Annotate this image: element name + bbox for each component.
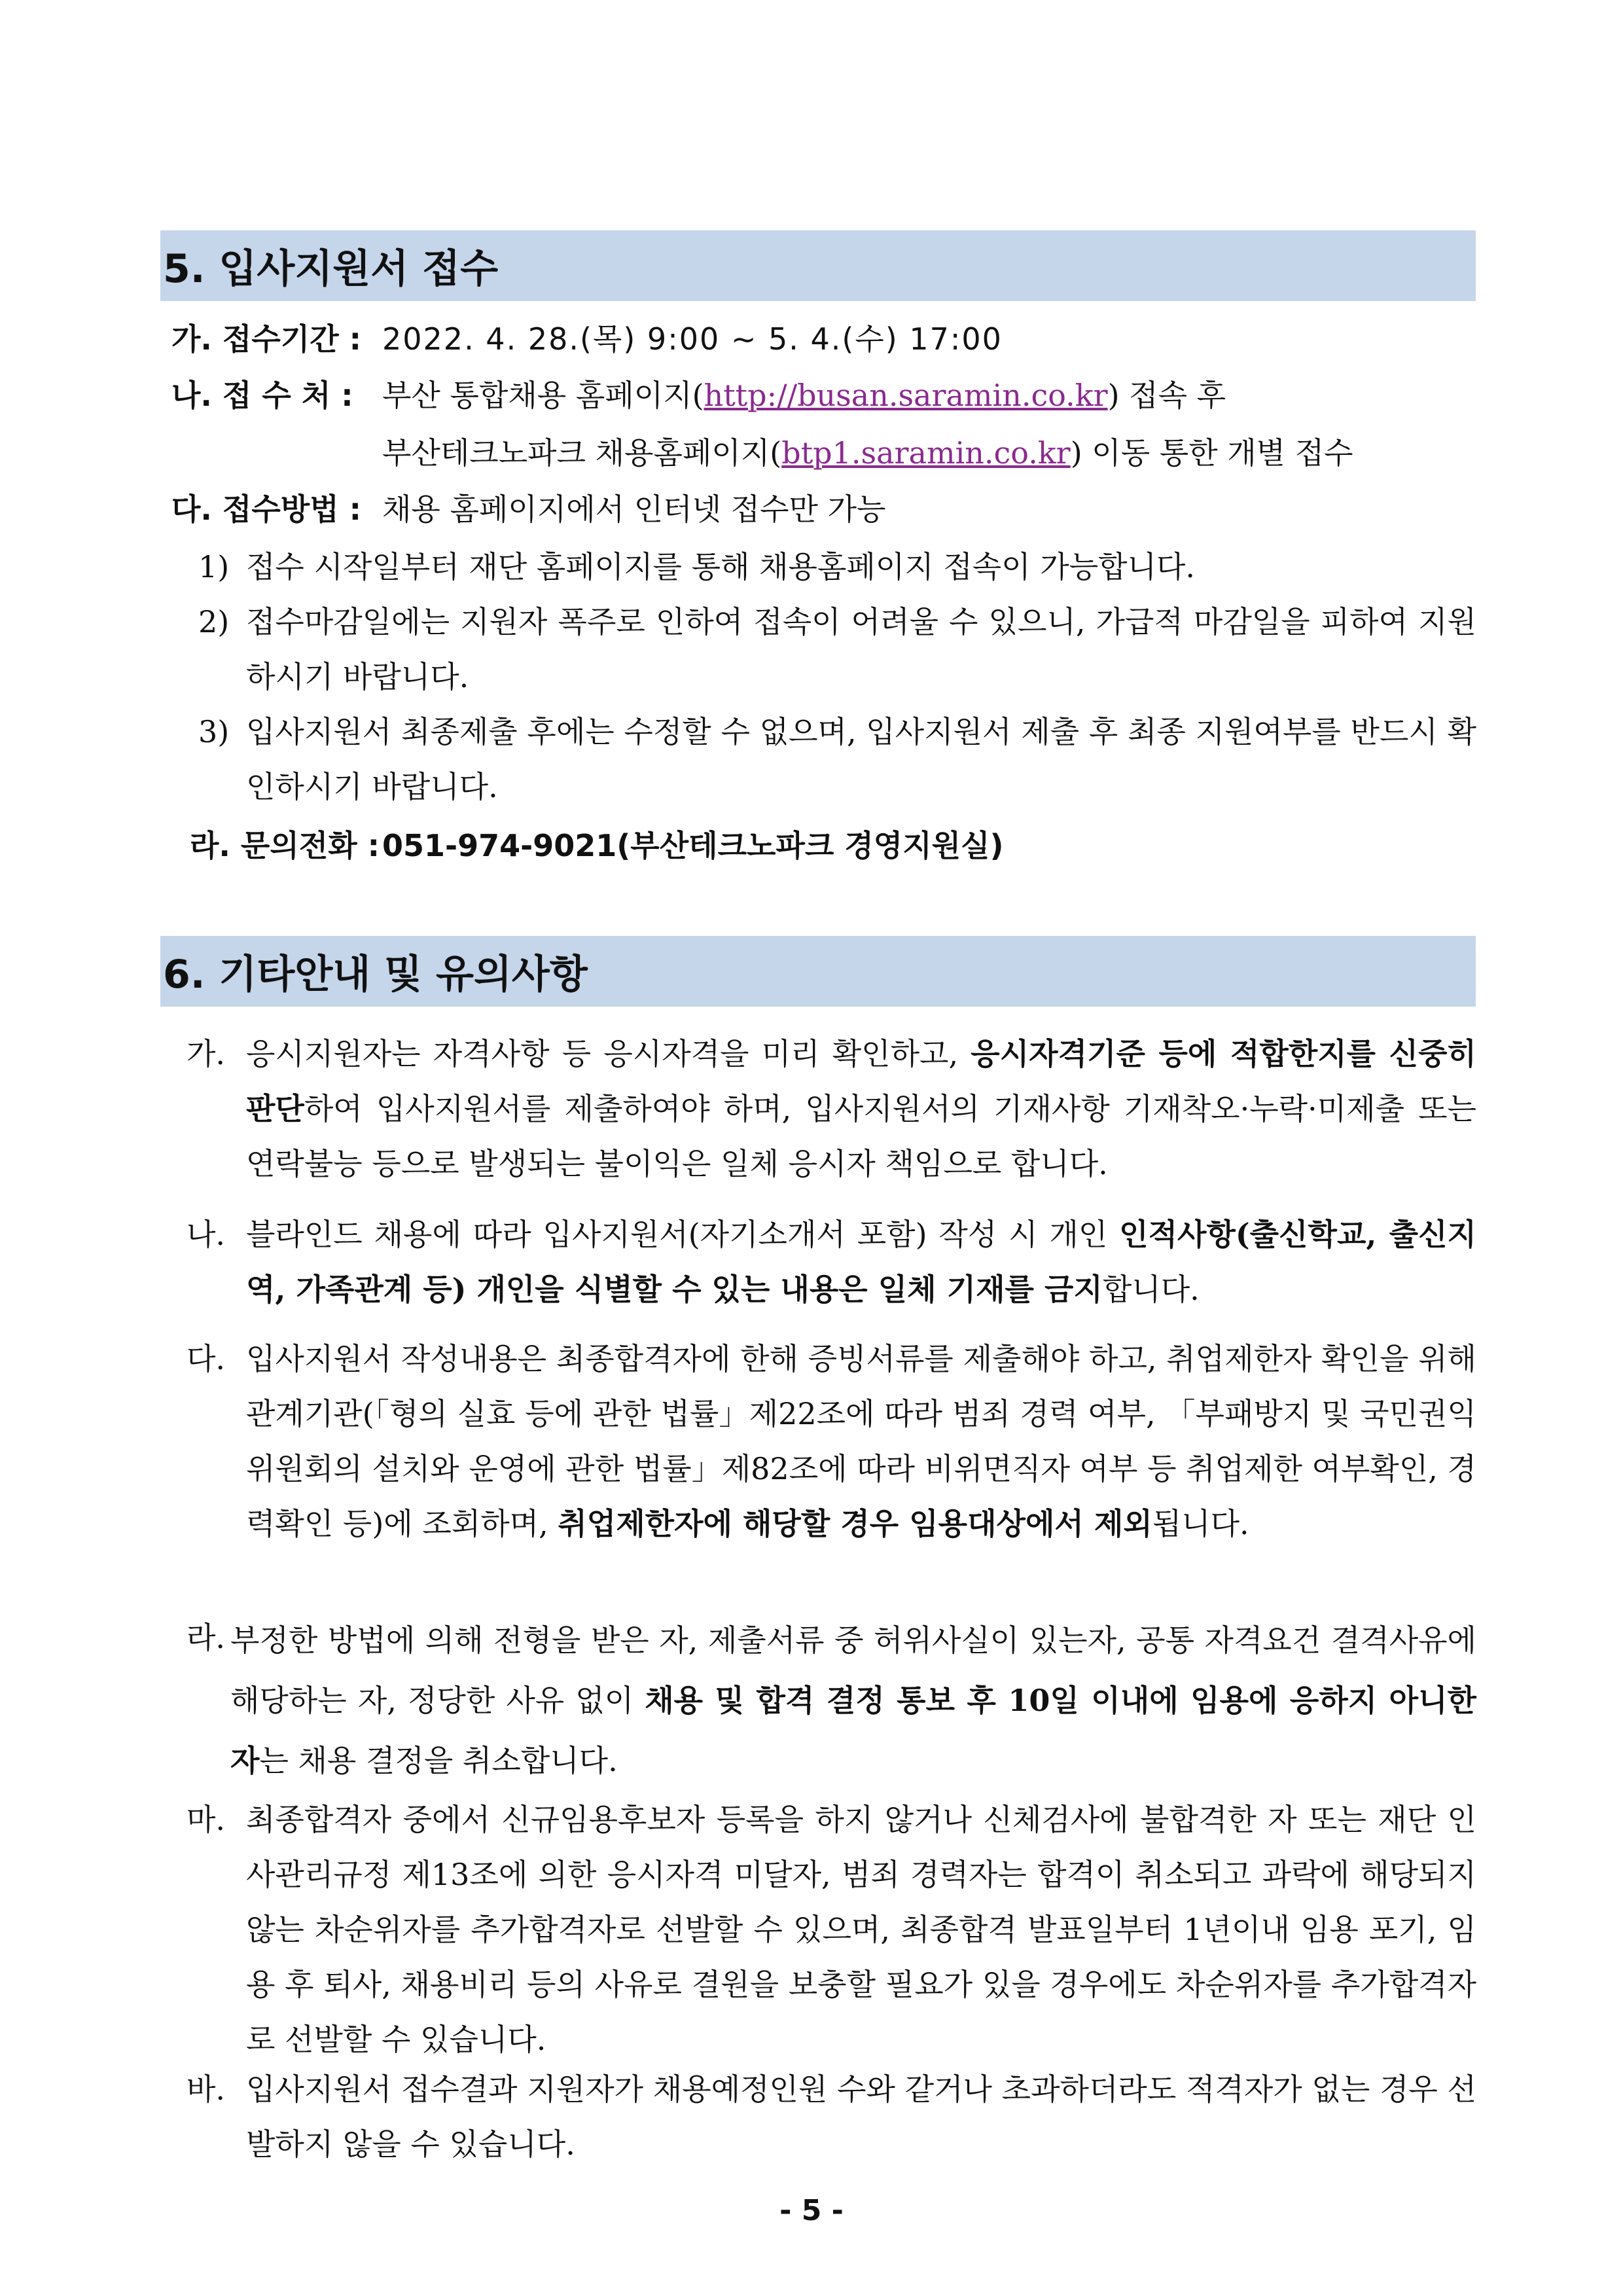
method-row <box>171 490 885 529</box>
place-line1-post: ) 접속 후 <box>1107 378 1226 413</box>
notice-ra-num: 라. <box>187 1620 226 1655</box>
section-5-title: 5. 입사지원서 접수 <box>163 246 499 292</box>
place-row-2 <box>382 433 1353 473</box>
notice-ba-text: 입사지원서 접수결과 지원자가 채용예정인원 수와 같거나 초과하더라도 적격자가 없는 경우 선발하지 않을 수 있습니다. <box>246 2072 1476 2162</box>
place-line1-pre: 부산 통합채용 홈페이지( <box>382 378 704 413</box>
notice-da-part2: 됩니다. <box>1152 1506 1249 1541</box>
notice-ba-num: 바. <box>187 2072 226 2107</box>
note-3-num: 3) <box>198 714 230 749</box>
page-number: - 5 - <box>779 2194 844 2227</box>
notice-ga-num: 가. <box>187 1036 226 1071</box>
notice-na-num: 나. <box>187 1217 226 1252</box>
notice-ra-text <box>230 1610 1476 1791</box>
section-6-header <box>160 936 1476 1007</box>
place-row <box>171 376 1226 415</box>
note-3-text: 입사지원서 최종제출 후에는 수정할 수 없으며, 입사지원서 제출 후 최종 지원여부를 반드시 확인하시기 바랍니다. <box>246 714 1476 804</box>
notice-ga-text <box>246 1026 1476 1191</box>
method-label: 다. 접수방법 : <box>171 492 362 527</box>
notice-ra-part1: 부정한 방법에 의해 전형을 받은 자, 제출서류 중 허위사실이 있는자, 공통 자격요건 결격사유에 해당하는 자, 정당한 사유 없이 <box>230 1623 1476 1718</box>
note-2-text: 접수마감일에는 지원자 폭주로 인하여 접속이 어려울 수 있으니, 가급적 마감일을 피하여 지원하시기 바랍니다. <box>246 604 1476 694</box>
section-5-header <box>160 230 1476 301</box>
notice-ma-text: 최종합격자 중에서 신규임용후보자 등록을 하지 않거나 신체검사에 불합격한 자 또는 재단 인사관리규정 제13조에 의한 응시자격 미달자, 범죄 경력자는 합격이 취소되고 과락에 해당되지 않는 차순위자를 추가합격자로 선발할 수 있으며, 최종합격 발표일부터 1년이내 임용 포기, 임용 후 퇴사, 채용비리 등의 사유로 결원을 보충할 필요가 있을 경우에도 차순위자를 추가합격자로 선발할 수 있습니다. <box>246 1802 1476 2057</box>
notice-ma-num: 마. <box>187 1802 226 1837</box>
place-line2-pre: 부산테크노파크 채용홈페이지( <box>382 435 782 471</box>
notice-na-text <box>246 1207 1476 1317</box>
phone-value: 051-974-9021(부산테크노파크 경영지원실) <box>382 828 1004 863</box>
notice-da-part1: 입사지원서 작성내용은 최종합격자에 한해 증빙서류를 제출해야 하고, 취업제한자 확인을 위해 관계기관(「형의 실효 등에 관한 법률」제22조에 따라 범죄 경력 여부, 「부패방지 및 국민권익위원회의 설치와 운영에 관한 법률」제82조에 따라 비위면직자 여부 등 취업제한 여부확인, 경력확인 등)에 조회하며, <box>246 1341 1476 1541</box>
notice-na-part1: 블라인드 채용에 따라 입사지원서(자기소개서 포함) 작성 시 개인 <box>246 1217 1120 1252</box>
note-1-text: 접수 시작일부터 재단 홈페이지를 통해 채용홈페이지 접속이 가능합니다. <box>246 549 1196 584</box>
notice-da-bold: 취업제한자에 해당할 경우 임용대상에서 제외 <box>558 1506 1152 1541</box>
notice-na-part2: 합니다. <box>1102 1272 1200 1307</box>
notice-da-num: 다. <box>187 1341 226 1376</box>
section-6-title: 6. 기타안내 및 유의사항 <box>163 952 588 997</box>
btp-recruit-link[interactable]: btp1.saramin.co.kr <box>781 435 1071 471</box>
place-label: 나. 접 수 처 : <box>171 378 353 413</box>
note-2-num: 2) <box>198 604 230 639</box>
notice-ga-part1: 응시지원자는 자격사항 등 응시자격을 미리 확인하고, <box>246 1036 971 1071</box>
note-1-num: 1) <box>198 549 230 584</box>
notice-ga-bold: 응시자격기준 등에 적합한지를 신중히 판단 <box>246 1036 1476 1126</box>
phone-row <box>190 826 1004 865</box>
period-label: 가. 접수기간 : <box>171 321 362 357</box>
phone-label: 라. 문의전화 : <box>190 828 380 863</box>
notice-da-text <box>246 1331 1476 1551</box>
period-value: 2022. 4. 28.(목) 9:00 ~ 5. 4.(수) 17:00 <box>382 321 1003 357</box>
place-line2-post: ) 이동 통한 개별 접수 <box>1070 435 1353 471</box>
method-value: 채용 홈페이지에서 인터넷 접수만 가능 <box>382 492 886 527</box>
busan-recruit-link[interactable]: http://busan.saramin.co.kr <box>704 378 1108 413</box>
notice-ga-part2: 하여 입사지원서를 제출하여야 하며, 입사지원서의 기재사항 기재착오·누락·미제출 또는 연락불능 등으로 발생되는 불이익은 일체 응시자 책임으로 합니다. <box>246 1091 1476 1181</box>
notice-na-bold: 인적사항(출신학교, 출신지역, 가족관계 등) 개인을 식별할 수 있는 내용은 일체 기재를 금지 <box>246 1217 1476 1307</box>
notice-ra-part2: 는 채용 결정을 취소합니다. <box>259 1743 618 1778</box>
period-row <box>171 319 1003 359</box>
notice-ra-bold: 채용 및 합격 결정 통보 후 10일 이내에 임용에 응하지 아니한 자 <box>230 1683 1476 1778</box>
